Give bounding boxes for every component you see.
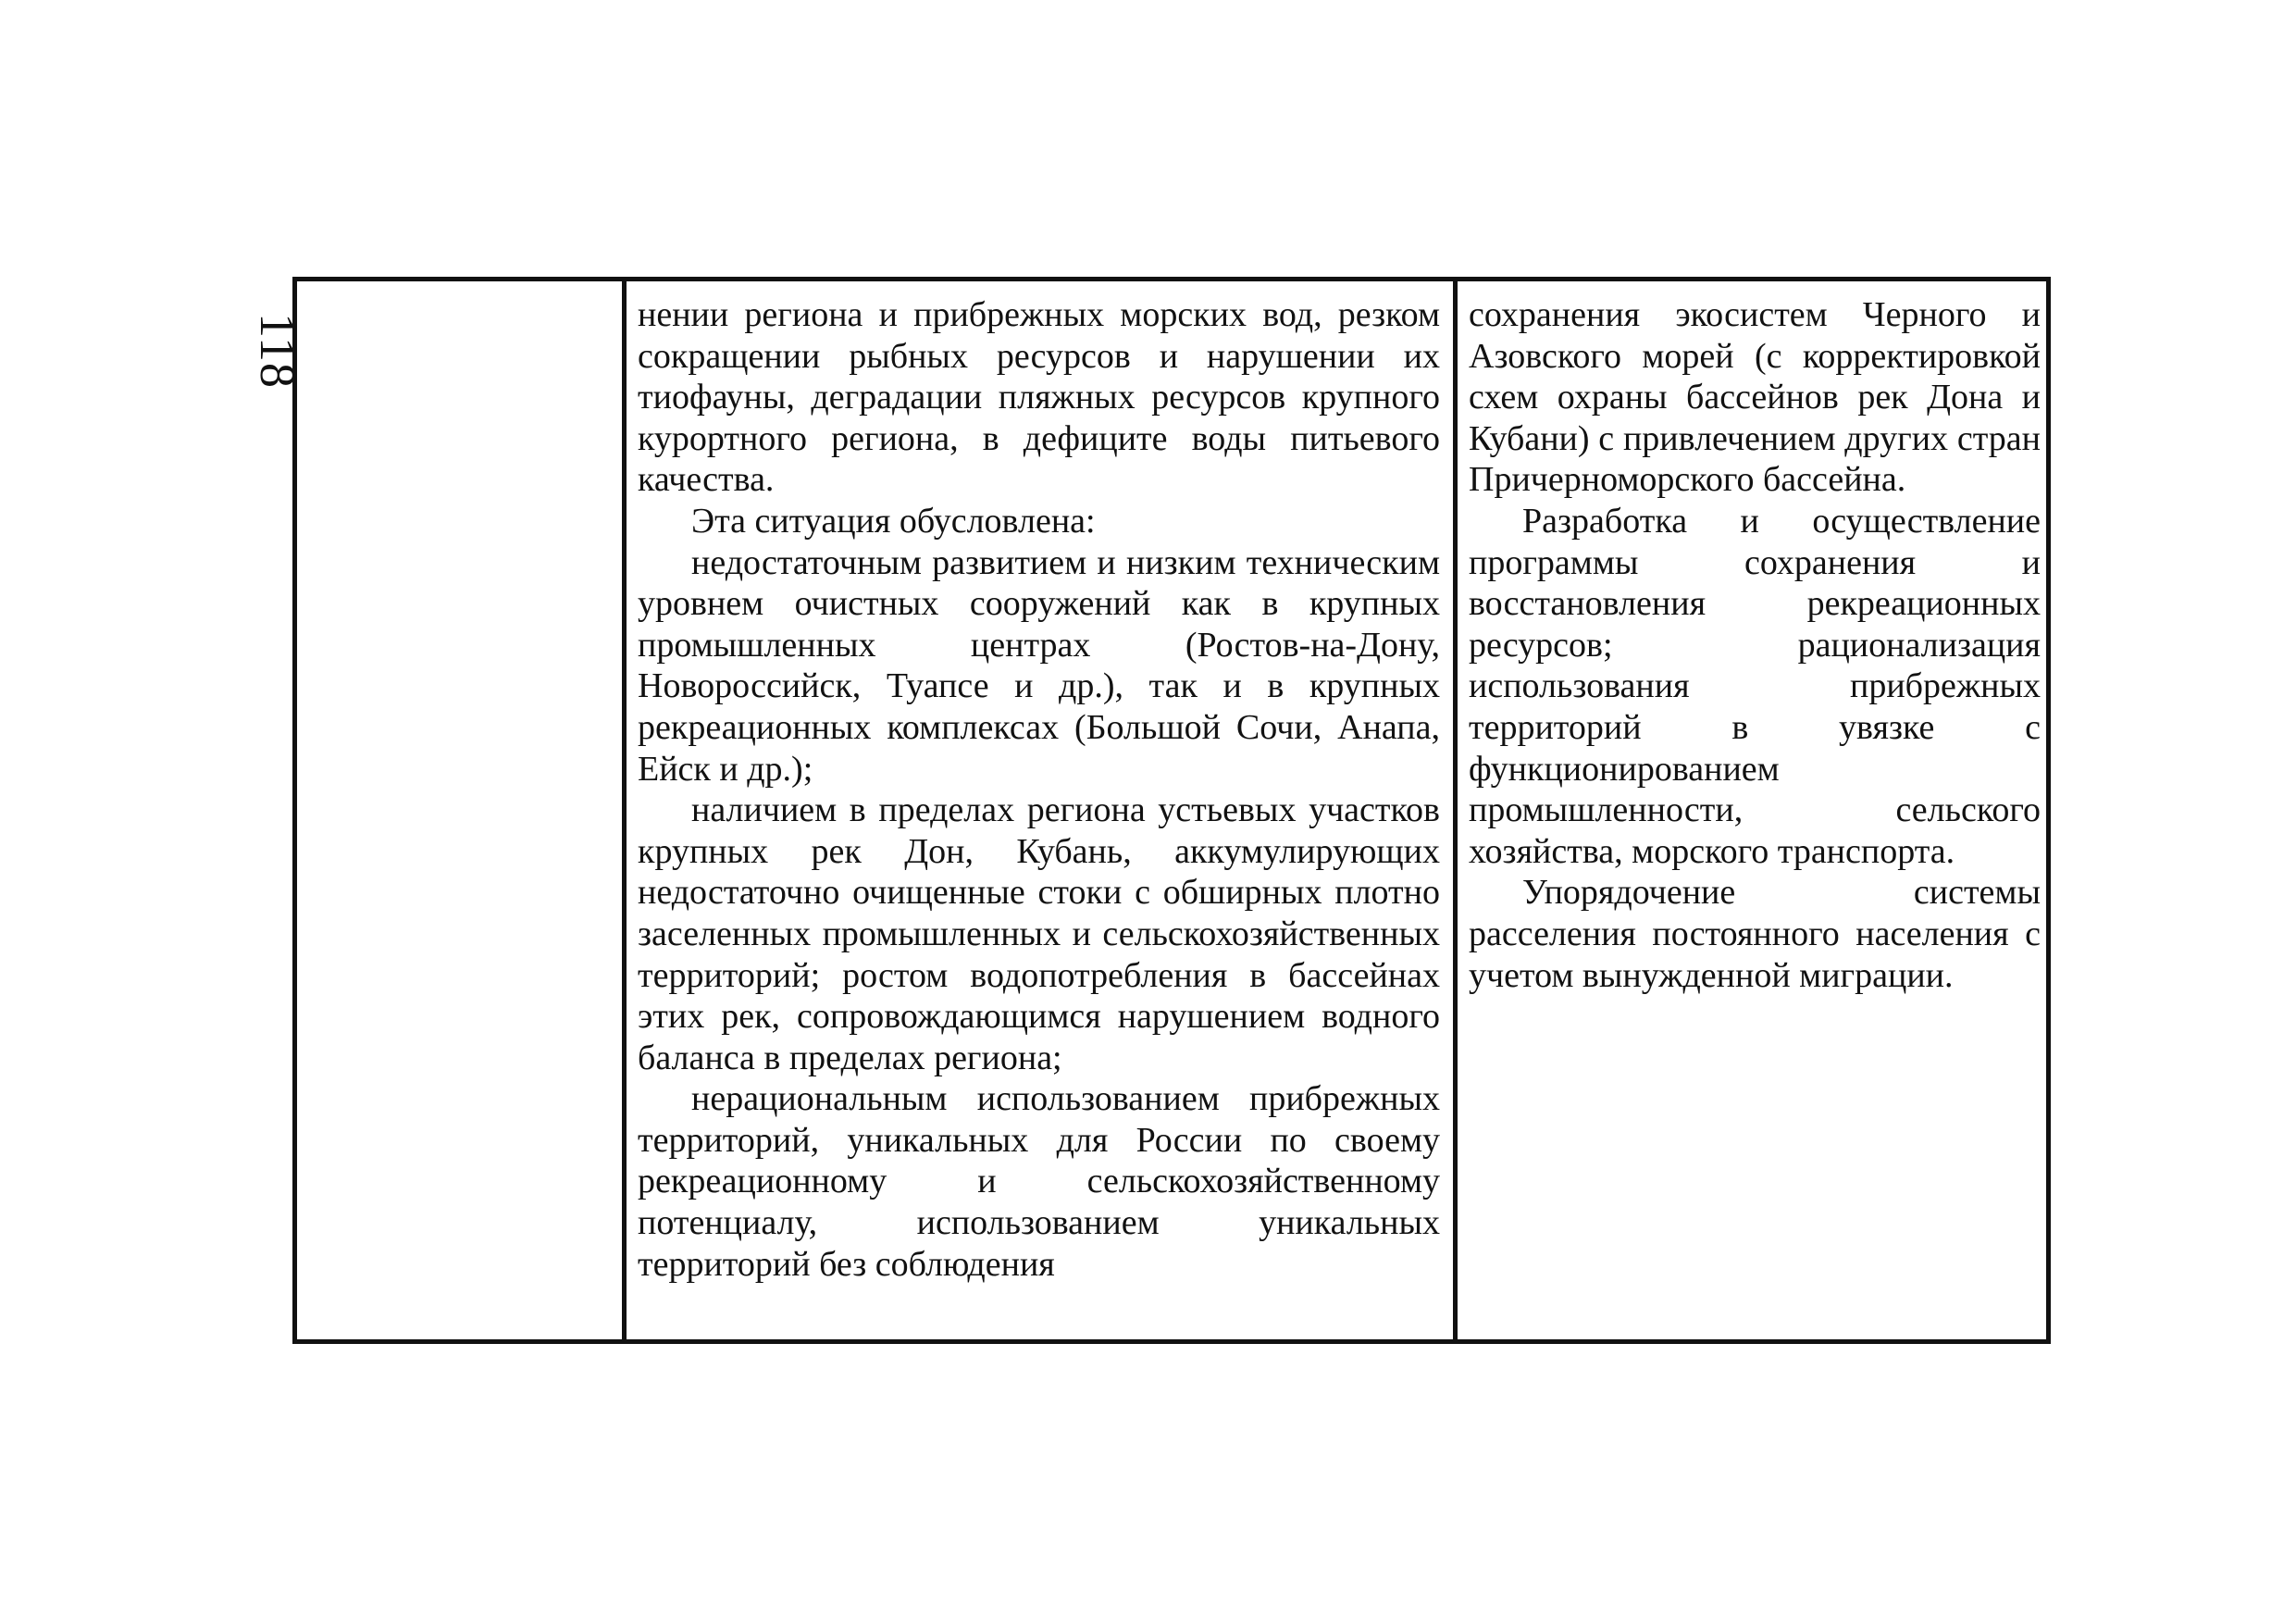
paragraph-coastal-territories: нерациональным использованием прибрежных территорий, уникальных для России по своему рекреационному и сельскохозяйственному потенциалу, использованием уникальных территорий без соблюдения (638, 1079, 1440, 1284)
table-column-measures (1458, 281, 2046, 1339)
paragraph-settlement-system: Упорядочение системы расселения постоянного населения с учетом вынужденной миграции. (1469, 873, 2041, 995)
paragraph-recreation-program: Разработка и осуществление программы сохранения и восстановления рекреационных ресурсов; рационализация использования прибрежных территорий в увязке с функционированием промышленности, сельского хозяйства, морского транспорта. (1469, 501, 2041, 871)
paragraph-situation-intro: Эта ситуация обусловлена: (691, 501, 1096, 541)
paragraph-ecosystem-preservation: сохранения экосистем Черного и Азовского морей (с корректировкой схем охраны бассейнов рек Дона и Кубани) с привлечением других стран Причерноморского бассейна. (1469, 295, 2041, 500)
paragraph-river-estuaries: наличием в пределах региона устьевых участков крупных рек Дон, Кубань, аккумулирующих недостаточно очищенные стоки с обширных плотно заселенных промышленных и сельскохозяйственных территорий; ростом водопотребления в бассейнах этих рек, сопровождающимся нарушением водного баланса в пределах региона; (638, 790, 1440, 1077)
table-column-problems (627, 281, 1458, 1339)
table-column-empty (297, 281, 627, 1339)
paragraph-treatment-facilities: недостаточным развитием и низким техническим уровнем очистных сооружений как в крупных промышленных центрах (Ростов-на-Дону, Новороссийск, Туапсе и др.), так и в крупных рекреационных комплексах (Большой Сочи, Анапа, Ейск и др.); (638, 542, 1440, 789)
page-number: 118 (250, 313, 305, 389)
paragraph-continuation: нении региона и прибрежных морских вод, резком сокращении рыбных ресурсов и нарушении их тиофауны, деградации пляжных ресурсов крупного курортного региона, в дефиците воды питьевого качества. (638, 295, 1440, 500)
document-table (292, 277, 2051, 1344)
